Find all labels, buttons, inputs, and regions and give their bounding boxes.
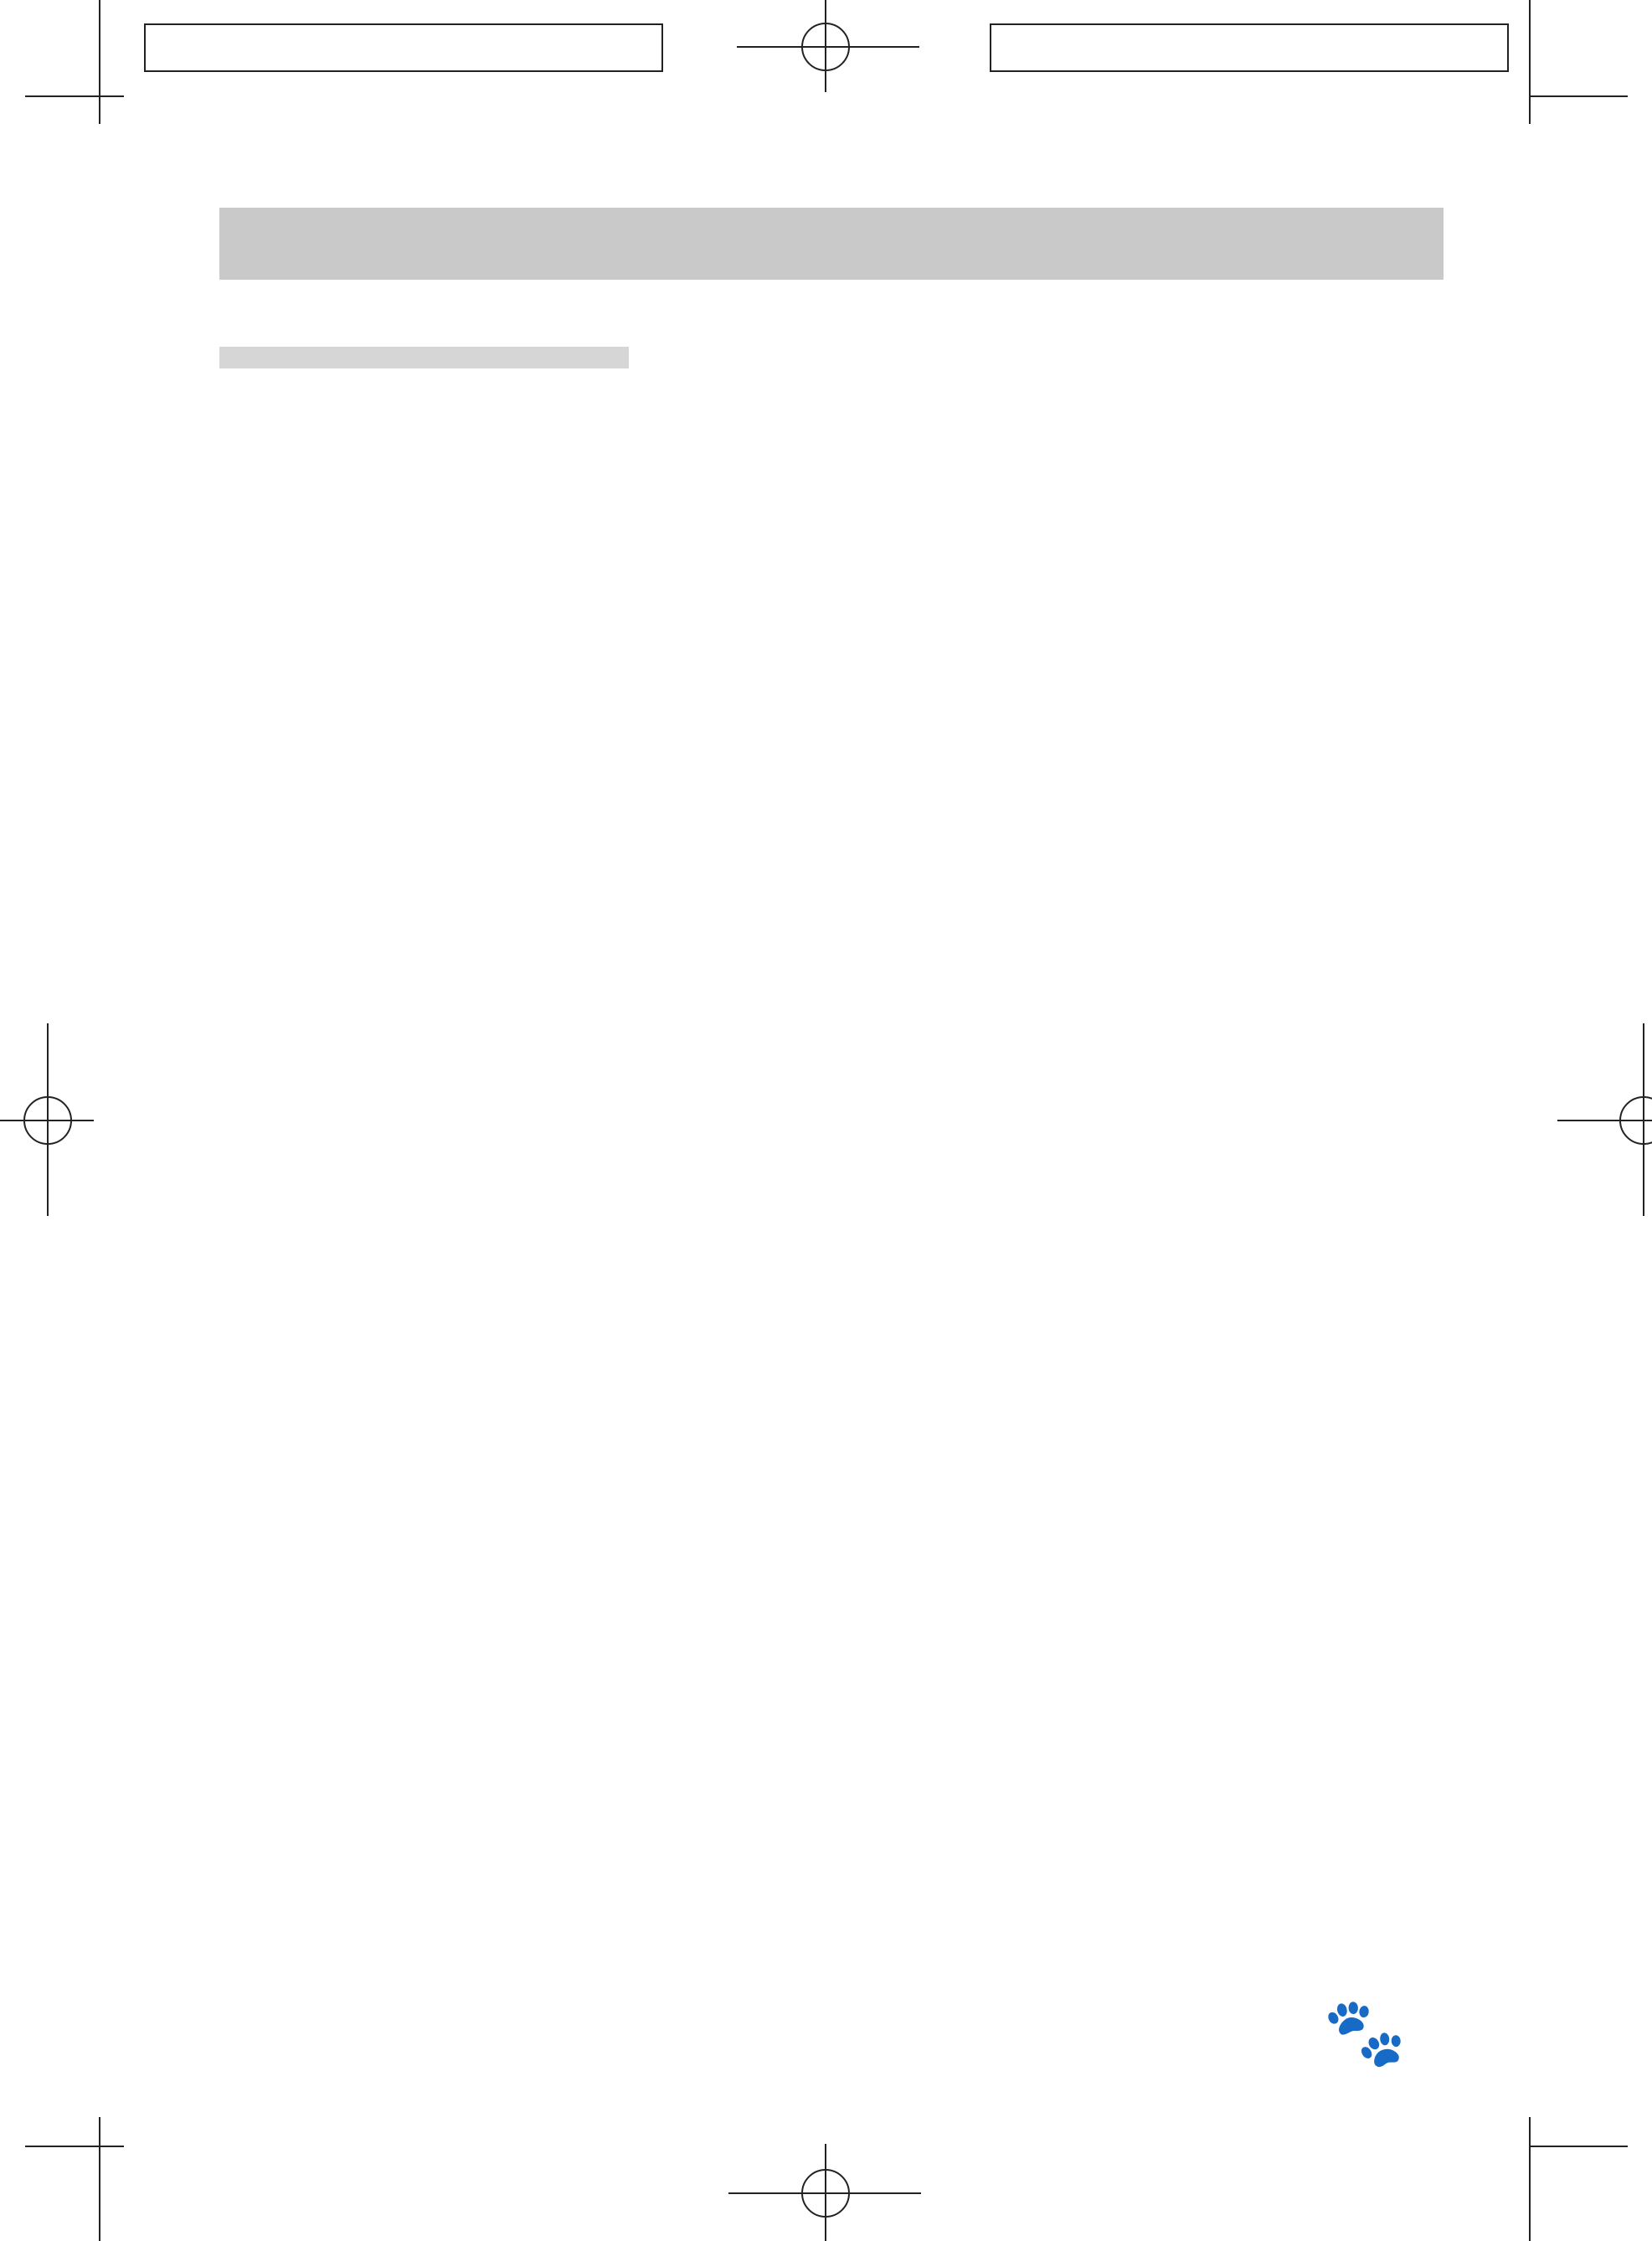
page-title-bar <box>219 208 1444 280</box>
color-bar <box>990 23 1509 72</box>
section-title-underline <box>219 347 629 368</box>
baidu-paw-icon: 🐾 <box>1323 1995 1407 2069</box>
grayscale-bar <box>144 23 663 72</box>
